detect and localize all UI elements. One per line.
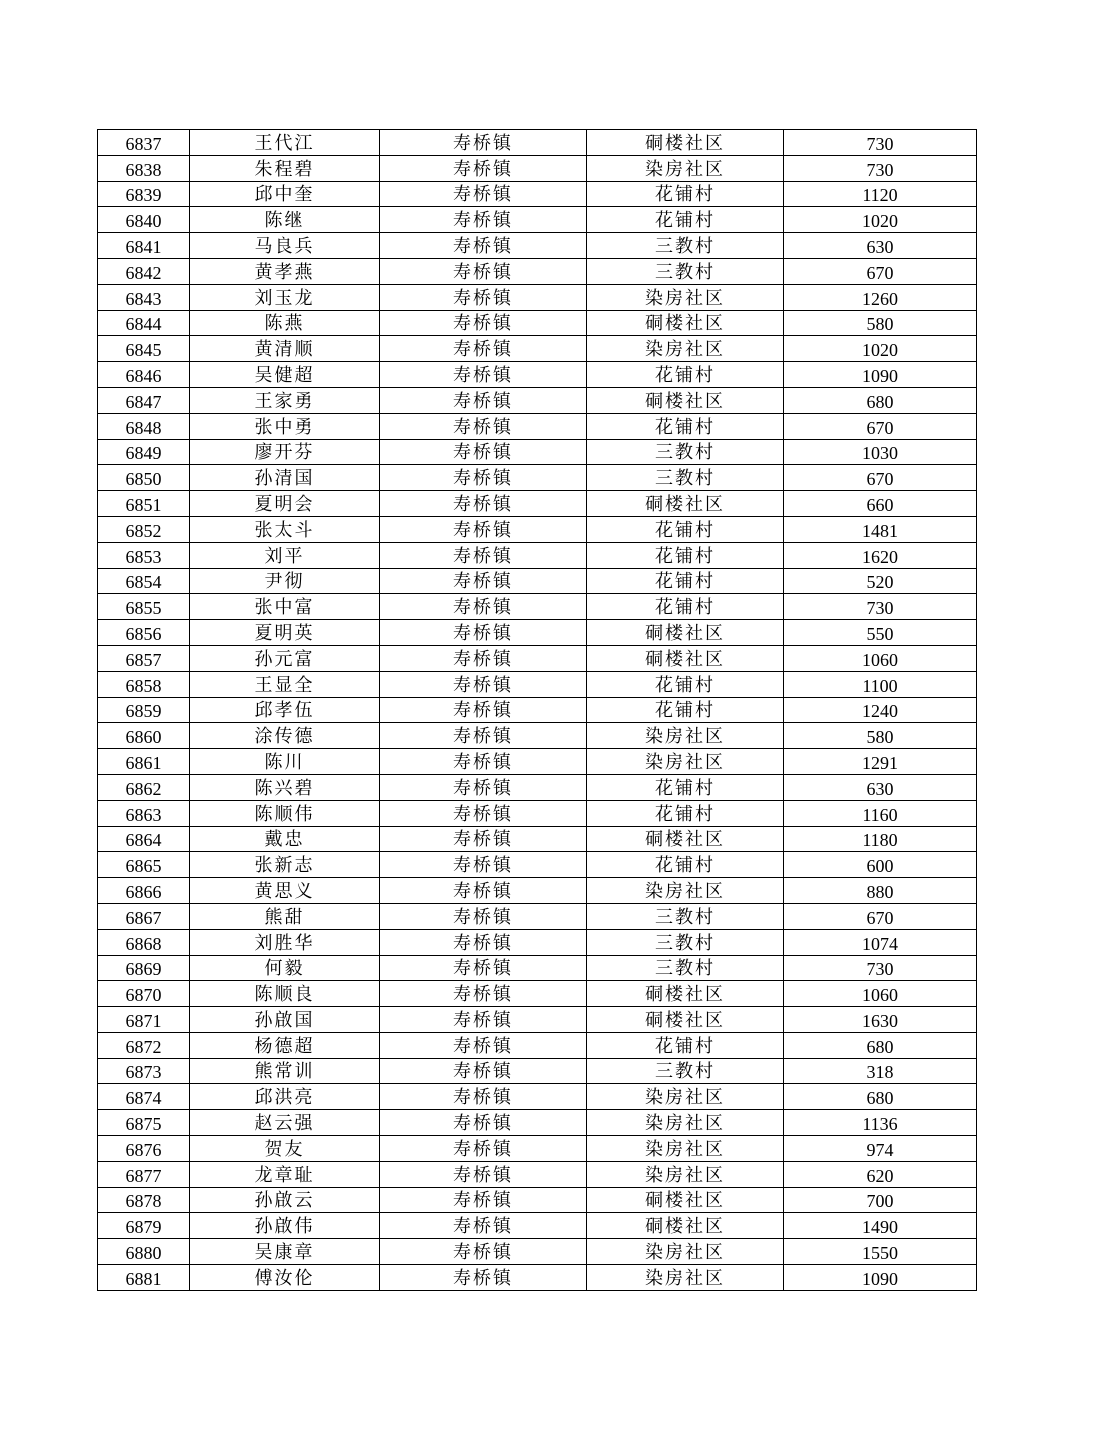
- amount-cell: 1020: [784, 336, 977, 362]
- amount-cell: 620: [784, 1161, 977, 1187]
- amount-cell: 974: [784, 1136, 977, 1162]
- amount-cell: 660: [784, 491, 977, 517]
- name-cell: 傅汝伦: [190, 1265, 380, 1291]
- name-cell: 陈川: [190, 749, 380, 775]
- row-number-cell: 6851: [98, 491, 190, 517]
- village-cell: 染房社区: [587, 284, 784, 310]
- village-cell: 花铺村: [587, 800, 784, 826]
- village-cell: 三教村: [587, 955, 784, 981]
- town-cell: 寿桥镇: [380, 516, 587, 542]
- name-cell: 孙啟伟: [190, 1213, 380, 1239]
- table-row: [98, 1265, 977, 1291]
- table-row: [98, 929, 977, 955]
- table-row: [98, 594, 977, 620]
- name-cell: 夏明会: [190, 491, 380, 517]
- name-cell: 陈兴碧: [190, 774, 380, 800]
- village-cell: 三教村: [587, 233, 784, 259]
- name-cell: 邱中奎: [190, 181, 380, 207]
- town-cell: 寿桥镇: [380, 310, 587, 336]
- table-row: [98, 362, 977, 388]
- town-cell: 寿桥镇: [380, 1187, 587, 1213]
- village-cell: 染房社区: [587, 336, 784, 362]
- row-number-cell: 6840: [98, 207, 190, 233]
- row-number-cell: 6852: [98, 516, 190, 542]
- town-cell: 寿桥镇: [380, 207, 587, 233]
- row-number-cell: 6875: [98, 1110, 190, 1136]
- row-number-cell: 6843: [98, 284, 190, 310]
- row-number-cell: 6878: [98, 1187, 190, 1213]
- name-cell: 杨德超: [190, 1032, 380, 1058]
- village-cell: 硐楼社区: [587, 130, 784, 156]
- amount-cell: 1240: [784, 697, 977, 723]
- village-cell: 花铺村: [587, 413, 784, 439]
- row-number-cell: 6856: [98, 620, 190, 646]
- amount-cell: 880: [784, 878, 977, 904]
- village-cell: 花铺村: [587, 207, 784, 233]
- village-cell: 三教村: [587, 1058, 784, 1084]
- village-cell: 三教村: [587, 465, 784, 491]
- amount-cell: 730: [784, 155, 977, 181]
- row-number-cell: 6871: [98, 1007, 190, 1033]
- name-cell: 王代江: [190, 130, 380, 156]
- name-cell: 王家勇: [190, 387, 380, 413]
- name-cell: 孙元富: [190, 645, 380, 671]
- amount-cell: 670: [784, 413, 977, 439]
- town-cell: 寿桥镇: [380, 284, 587, 310]
- village-cell: 三教村: [587, 258, 784, 284]
- village-cell: 三教村: [587, 929, 784, 955]
- table-row: [98, 233, 977, 259]
- table-row: [98, 1058, 977, 1084]
- name-cell: 赵云强: [190, 1110, 380, 1136]
- row-number-cell: 6844: [98, 310, 190, 336]
- amount-cell: 730: [784, 594, 977, 620]
- town-cell: 寿桥镇: [380, 671, 587, 697]
- table-row: [98, 697, 977, 723]
- row-number-cell: 6862: [98, 774, 190, 800]
- row-number-cell: 6866: [98, 878, 190, 904]
- table-row: [98, 903, 977, 929]
- table-row: [98, 878, 977, 904]
- table-row: [98, 491, 977, 517]
- amount-cell: 1481: [784, 516, 977, 542]
- table-row: [98, 671, 977, 697]
- table-row: [98, 955, 977, 981]
- table-row: [98, 207, 977, 233]
- table-row: [98, 336, 977, 362]
- row-number-cell: 6860: [98, 723, 190, 749]
- town-cell: 寿桥镇: [380, 878, 587, 904]
- village-cell: 硐楼社区: [587, 645, 784, 671]
- town-cell: 寿桥镇: [380, 800, 587, 826]
- village-cell: 染房社区: [587, 749, 784, 775]
- amount-cell: 630: [784, 233, 977, 259]
- amount-cell: 1180: [784, 826, 977, 852]
- table-row: [98, 310, 977, 336]
- table-row: [98, 852, 977, 878]
- name-cell: 陈顺伟: [190, 800, 380, 826]
- name-cell: 陈继: [190, 207, 380, 233]
- name-cell: 张中勇: [190, 413, 380, 439]
- town-cell: 寿桥镇: [380, 1058, 587, 1084]
- amount-cell: 1620: [784, 542, 977, 568]
- row-number-cell: 6864: [98, 826, 190, 852]
- row-number-cell: 6874: [98, 1084, 190, 1110]
- name-cell: 贺友: [190, 1136, 380, 1162]
- town-cell: 寿桥镇: [380, 439, 587, 465]
- name-cell: 邱孝伍: [190, 697, 380, 723]
- row-number-cell: 6848: [98, 413, 190, 439]
- amount-cell: 1291: [784, 749, 977, 775]
- amount-cell: 1060: [784, 645, 977, 671]
- amount-cell: 680: [784, 1032, 977, 1058]
- row-number-cell: 6849: [98, 439, 190, 465]
- amount-cell: 520: [784, 568, 977, 594]
- row-number-cell: 6859: [98, 697, 190, 723]
- row-number-cell: 6845: [98, 336, 190, 362]
- town-cell: 寿桥镇: [380, 130, 587, 156]
- village-cell: 染房社区: [587, 1239, 784, 1265]
- name-cell: 刘玉龙: [190, 284, 380, 310]
- village-cell: 硐楼社区: [587, 1007, 784, 1033]
- row-number-cell: 6842: [98, 258, 190, 284]
- row-number-cell: 6854: [98, 568, 190, 594]
- name-cell: 龙章耻: [190, 1161, 380, 1187]
- town-cell: 寿桥镇: [380, 491, 587, 517]
- row-number-cell: 6861: [98, 749, 190, 775]
- village-cell: 花铺村: [587, 671, 784, 697]
- row-number-cell: 6879: [98, 1213, 190, 1239]
- name-cell: 吴健超: [190, 362, 380, 388]
- town-cell: 寿桥镇: [380, 568, 587, 594]
- town-cell: 寿桥镇: [380, 929, 587, 955]
- table-row: [98, 284, 977, 310]
- town-cell: 寿桥镇: [380, 362, 587, 388]
- town-cell: 寿桥镇: [380, 258, 587, 284]
- name-cell: 黄孝燕: [190, 258, 380, 284]
- row-number-cell: 6867: [98, 903, 190, 929]
- roster-table-body: [98, 130, 977, 1291]
- name-cell: 黄清顺: [190, 336, 380, 362]
- village-cell: 三教村: [587, 439, 784, 465]
- town-cell: 寿桥镇: [380, 723, 587, 749]
- name-cell: 张中富: [190, 594, 380, 620]
- name-cell: 陈燕: [190, 310, 380, 336]
- name-cell: 孙清国: [190, 465, 380, 491]
- town-cell: 寿桥镇: [380, 903, 587, 929]
- amount-cell: 580: [784, 310, 977, 336]
- amount-cell: 1090: [784, 1265, 977, 1291]
- village-cell: 硐楼社区: [587, 491, 784, 517]
- amount-cell: 1550: [784, 1239, 977, 1265]
- amount-cell: 318: [784, 1058, 977, 1084]
- town-cell: 寿桥镇: [380, 594, 587, 620]
- town-cell: 寿桥镇: [380, 336, 587, 362]
- town-cell: 寿桥镇: [380, 1136, 587, 1162]
- amount-cell: 1030: [784, 439, 977, 465]
- row-number-cell: 6850: [98, 465, 190, 491]
- row-number-cell: 6837: [98, 130, 190, 156]
- table-row: [98, 516, 977, 542]
- row-number-cell: 6865: [98, 852, 190, 878]
- town-cell: 寿桥镇: [380, 1161, 587, 1187]
- row-number-cell: 6855: [98, 594, 190, 620]
- table-row: [98, 826, 977, 852]
- table-row: [98, 1161, 977, 1187]
- table-row: [98, 387, 977, 413]
- table-row: [98, 1084, 977, 1110]
- table-row: [98, 542, 977, 568]
- amount-cell: 580: [784, 723, 977, 749]
- amount-cell: 1060: [784, 981, 977, 1007]
- row-number-cell: 6869: [98, 955, 190, 981]
- town-cell: 寿桥镇: [380, 1239, 587, 1265]
- village-cell: 染房社区: [587, 155, 784, 181]
- row-number-cell: 6880: [98, 1239, 190, 1265]
- town-cell: 寿桥镇: [380, 542, 587, 568]
- town-cell: 寿桥镇: [380, 1213, 587, 1239]
- amount-cell: 1490: [784, 1213, 977, 1239]
- amount-cell: 670: [784, 465, 977, 491]
- table-row: [98, 1032, 977, 1058]
- row-number-cell: 6858: [98, 671, 190, 697]
- amount-cell: 1120: [784, 181, 977, 207]
- name-cell: 陈顺良: [190, 981, 380, 1007]
- name-cell: 熊常训: [190, 1058, 380, 1084]
- village-cell: 花铺村: [587, 516, 784, 542]
- name-cell: 孙啟云: [190, 1187, 380, 1213]
- village-cell: 硐楼社区: [587, 1213, 784, 1239]
- village-cell: 硐楼社区: [587, 981, 784, 1007]
- roster-table: [97, 129, 977, 1291]
- amount-cell: 1160: [784, 800, 977, 826]
- table-row: [98, 1187, 977, 1213]
- village-cell: 硐楼社区: [587, 826, 784, 852]
- row-number-cell: 6876: [98, 1136, 190, 1162]
- town-cell: 寿桥镇: [380, 955, 587, 981]
- name-cell: 邱洪亮: [190, 1084, 380, 1110]
- town-cell: 寿桥镇: [380, 1032, 587, 1058]
- town-cell: 寿桥镇: [380, 413, 587, 439]
- name-cell: 戴忠: [190, 826, 380, 852]
- row-number-cell: 6873: [98, 1058, 190, 1084]
- village-cell: 硐楼社区: [587, 620, 784, 646]
- name-cell: 孙啟国: [190, 1007, 380, 1033]
- village-cell: 花铺村: [587, 362, 784, 388]
- name-cell: 夏明英: [190, 620, 380, 646]
- table-row: [98, 130, 977, 156]
- name-cell: 王显全: [190, 671, 380, 697]
- table-row: [98, 1110, 977, 1136]
- town-cell: 寿桥镇: [380, 774, 587, 800]
- row-number-cell: 6838: [98, 155, 190, 181]
- name-cell: 涂传德: [190, 723, 380, 749]
- amount-cell: 670: [784, 903, 977, 929]
- town-cell: 寿桥镇: [380, 233, 587, 259]
- row-number-cell: 6868: [98, 929, 190, 955]
- amount-cell: 730: [784, 130, 977, 156]
- amount-cell: 680: [784, 1084, 977, 1110]
- town-cell: 寿桥镇: [380, 826, 587, 852]
- amount-cell: 1136: [784, 1110, 977, 1136]
- village-cell: 染房社区: [587, 1265, 784, 1291]
- amount-cell: 1100: [784, 671, 977, 697]
- town-cell: 寿桥镇: [380, 155, 587, 181]
- village-cell: 染房社区: [587, 878, 784, 904]
- row-number-cell: 6847: [98, 387, 190, 413]
- row-number-cell: 6881: [98, 1265, 190, 1291]
- amount-cell: 730: [784, 955, 977, 981]
- amount-cell: 670: [784, 258, 977, 284]
- table-row: [98, 774, 977, 800]
- table-row: [98, 181, 977, 207]
- town-cell: 寿桥镇: [380, 387, 587, 413]
- village-cell: 硐楼社区: [587, 387, 784, 413]
- table-row: [98, 1239, 977, 1265]
- village-cell: 硐楼社区: [587, 310, 784, 336]
- table-row: [98, 439, 977, 465]
- name-cell: 廖开芬: [190, 439, 380, 465]
- table-row: [98, 981, 977, 1007]
- table-row: [98, 258, 977, 284]
- town-cell: 寿桥镇: [380, 181, 587, 207]
- table-row: [98, 723, 977, 749]
- town-cell: 寿桥镇: [380, 697, 587, 723]
- village-cell: 花铺村: [587, 568, 784, 594]
- amount-cell: 550: [784, 620, 977, 646]
- row-number-cell: 6872: [98, 1032, 190, 1058]
- village-cell: 花铺村: [587, 774, 784, 800]
- village-cell: 花铺村: [587, 1032, 784, 1058]
- town-cell: 寿桥镇: [380, 620, 587, 646]
- amount-cell: 1630: [784, 1007, 977, 1033]
- table-row: [98, 413, 977, 439]
- village-cell: 花铺村: [587, 181, 784, 207]
- village-cell: 花铺村: [587, 594, 784, 620]
- row-number-cell: 6877: [98, 1161, 190, 1187]
- village-cell: 染房社区: [587, 1161, 784, 1187]
- name-cell: 刘胜华: [190, 929, 380, 955]
- village-cell: 染房社区: [587, 723, 784, 749]
- name-cell: 吴康章: [190, 1239, 380, 1265]
- row-number-cell: 6863: [98, 800, 190, 826]
- amount-cell: 1020: [784, 207, 977, 233]
- village-cell: 染房社区: [587, 1110, 784, 1136]
- table-row: [98, 1136, 977, 1162]
- row-number-cell: 6846: [98, 362, 190, 388]
- village-cell: 花铺村: [587, 542, 784, 568]
- amount-cell: 680: [784, 387, 977, 413]
- table-row: [98, 1007, 977, 1033]
- table-row: [98, 1213, 977, 1239]
- town-cell: 寿桥镇: [380, 1265, 587, 1291]
- row-number-cell: 6857: [98, 645, 190, 671]
- name-cell: 马良兵: [190, 233, 380, 259]
- town-cell: 寿桥镇: [380, 1110, 587, 1136]
- row-number-cell: 6841: [98, 233, 190, 259]
- amount-cell: 1260: [784, 284, 977, 310]
- town-cell: 寿桥镇: [380, 1084, 587, 1110]
- village-cell: 硐楼社区: [587, 1187, 784, 1213]
- village-cell: 染房社区: [587, 1084, 784, 1110]
- town-cell: 寿桥镇: [380, 852, 587, 878]
- name-cell: 朱程碧: [190, 155, 380, 181]
- name-cell: 刘平: [190, 542, 380, 568]
- table-row: [98, 800, 977, 826]
- name-cell: 何毅: [190, 955, 380, 981]
- town-cell: 寿桥镇: [380, 645, 587, 671]
- row-number-cell: 6853: [98, 542, 190, 568]
- name-cell: 尹彻: [190, 568, 380, 594]
- table-row: [98, 568, 977, 594]
- town-cell: 寿桥镇: [380, 749, 587, 775]
- amount-cell: 1074: [784, 929, 977, 955]
- table-row: [98, 749, 977, 775]
- table-row: [98, 620, 977, 646]
- town-cell: 寿桥镇: [380, 1007, 587, 1033]
- amount-cell: 1090: [784, 362, 977, 388]
- table-row: [98, 155, 977, 181]
- amount-cell: 630: [784, 774, 977, 800]
- name-cell: 张新志: [190, 852, 380, 878]
- table-row: [98, 465, 977, 491]
- village-cell: 三教村: [587, 903, 784, 929]
- town-cell: 寿桥镇: [380, 981, 587, 1007]
- row-number-cell: 6839: [98, 181, 190, 207]
- name-cell: 黄思义: [190, 878, 380, 904]
- village-cell: 染房社区: [587, 1136, 784, 1162]
- village-cell: 花铺村: [587, 852, 784, 878]
- amount-cell: 600: [784, 852, 977, 878]
- amount-cell: 700: [784, 1187, 977, 1213]
- table-row: [98, 645, 977, 671]
- village-cell: 花铺村: [587, 697, 784, 723]
- town-cell: 寿桥镇: [380, 465, 587, 491]
- row-number-cell: 6870: [98, 981, 190, 1007]
- name-cell: 熊甜: [190, 903, 380, 929]
- name-cell: 张太斗: [190, 516, 380, 542]
